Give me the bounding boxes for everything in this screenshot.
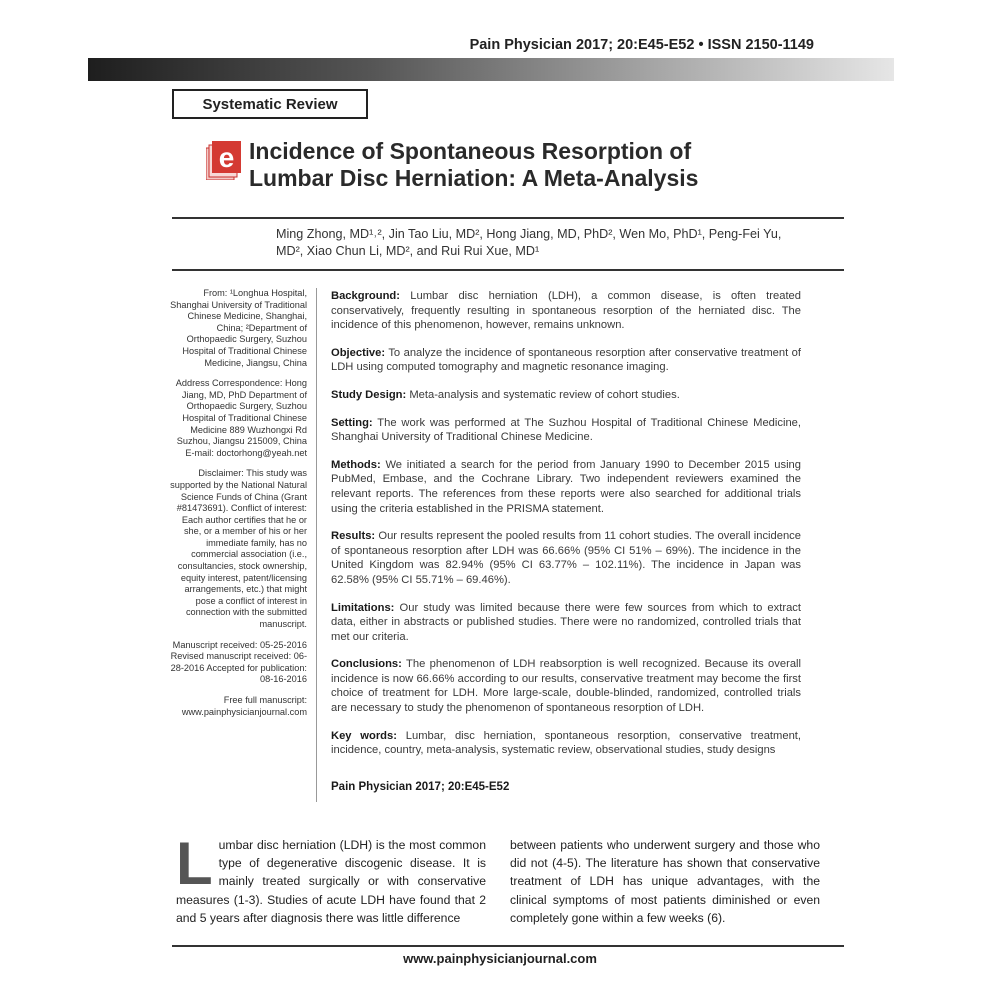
conclusions-label: Conclusions: (331, 658, 402, 671)
limitations-label: Limitations: (331, 601, 395, 614)
address-correspondence: Address Correspondence: Hong Jiang, MD, PhD Department of Orthopaedic Surgery, Suzhou Hospital of Traditional Chinese Medicine 889 Wuzhongxi Rd Suzhou, Jiangsu 215009, China E-mail: doctorhong@yeah.net (175, 378, 307, 458)
title-line-1: Incidence of Spontaneous Resorption of (249, 138, 692, 164)
title-line-2: Lumbar Disc Herniation: A Meta-Analysis (249, 165, 699, 191)
body-column-left (176, 830, 486, 927)
affiliation-from: From: ¹Longhua Hospital, Shanghai University of Traditional Chinese Medicine, Shanghai, China; ²Department of Orthopaedic Surgery, Suzhou Hospital of Traditional Chinese Medicine, Jiangsu, China (170, 288, 307, 368)
methods-label: Methods: (331, 458, 381, 471)
authors-line-1: Ming Zhong, MD¹˒², Jin Tao Liu, MD², Hong Jiang, MD, PhD², Wen Mo, PhD¹, Peng-Fei Yu, (276, 227, 782, 241)
svg-text:e: e (218, 142, 235, 173)
epub-e-icon (206, 140, 242, 180)
abstract (331, 289, 801, 771)
article-type-box (172, 89, 368, 119)
sidebar-divider (316, 288, 317, 802)
citation-line: Pain Physician 2017; 20:E45-E52 (331, 781, 510, 793)
journal-reference: Pain Physician 2017; 20:E45-E52 • ISSN 2150-1149 (469, 37, 814, 53)
title-divider (172, 217, 844, 219)
body-column-right: between patients who underwent surgery and those who did not (4-5). The literature has shown that conservative treatment of LDH has unique advantages, with the clinical symptoms of most patients diminished or even completely gone within a few weeks (6). (510, 838, 820, 925)
disclaimer-text: Disclaimer: This study was supported by the National Natural Science Funds of China (Grant #81473691). Conflict of interest: Each author certifies that he or she, or a member of his or her immediate family, has no commercial association (i.e., consultancies, stock ownership, equity interest, patent/licensing arrangements, etc.) that might pose a conflict of interest in connection with the submitted manuscript. (170, 468, 307, 630)
article-title (249, 138, 849, 192)
body-left-text: umbar disc herniation (LDH) is the most common type of degenerative discogenic disease. It is mainly treated surgically or with conservative measures (1-3). Studies of acute LDH have found that 2 and 5 years after diagnosis there was little difference (176, 838, 486, 925)
authors-divider (172, 269, 844, 271)
header-gradient-bar (88, 58, 894, 81)
abstract-keywords: Key words: Lumbar, disc herniation, spontaneous resorption, conservative treatment, incidence, country, meta-analysis, systematic review, observational studies, study designs (331, 729, 802, 757)
affiliation-sidebar (170, 288, 307, 727)
abstract-limitations: Limitations: Our study was limited because there were few sources from which to extract data, either in abstracts or published studies. There were no randomized, controlled trials that met our criteria. (331, 601, 802, 643)
abstract-objective: Objective: To analyze the incidence of spontaneous resorption after conservative treatment of LDH using computed tomography and magnetic resonance imaging. (331, 346, 801, 374)
setting-label: Setting: (331, 416, 373, 429)
article-type-label: Systematic Review (202, 95, 338, 113)
results-label: Results: (331, 530, 376, 543)
abstract-background: Background: Lumbar disc herniation (LDH), a common disease, is often treated conservatively, frequently resulting in spontaneous resorption of the herniated disc. The incidence of this phenomenon, however, remains unknown. (331, 290, 802, 332)
design-label: Study Design: (331, 388, 407, 401)
objective-label: Objective: (331, 346, 386, 359)
manuscript-dates: Manuscript received: 05-25-2016 Revised manuscript received: 06-28-2016 Accepted for publication: 08-16-2016 (170, 639, 307, 685)
keywords-label: Key words: (331, 729, 397, 742)
author-list (276, 226, 796, 260)
footer-url: www.painphysicianjournal.com (403, 951, 597, 966)
abstract-study-design: Study Design: Meta-analysis and systematic review of cohort studies. (331, 388, 680, 401)
background-label: Background: (331, 290, 400, 302)
drop-cap: L (176, 830, 213, 897)
free-manuscript-note: Free full manuscript: www.painphysicianjournal.com (181, 695, 307, 717)
abstract-setting: Setting: The work was performed at The Suzhou Hospital of Traditional Chinese Medicine, Shanghai University of Traditional Chinese Medicine. (331, 416, 802, 444)
abstract-results: Results: Our results represent the pooled results from 11 cohort studies. The overall incidence of spontaneous resorption after LDH was 66.66% (95% CI 51% – 69%). The incidence in the United Kingdom was 82.94% (95% CI 63.77% – 102.11%). The incidence in Japan was 62.58% (95% CI 55.71% – 69.46%). (331, 530, 801, 586)
abstract-conclusions: Conclusions: The phenomenon of LDH reabsorption is well recognized. Because its overall incidence is now 66.66% according to our results, conservative treatment may become the first choice of treatment for LDH. More large-scale, double-blinded, randomized, controlled trials are necessary to study the phenomenon of spontaneous resorption of LDH. (331, 658, 802, 715)
footer-divider (172, 945, 844, 947)
authors-line-2: MD², Xiao Chun Li, MD², and Rui Rui Xue, MD¹ (276, 244, 540, 258)
abstract-methods: Methods: We initiated a search for the period from January 1990 to December 2015 using PubMed, Embase, and the Cochrane Library. Two independent reviewers examined the relevant reports. The references from these reports were also searched for additional trials using the criteria established in the PRISMA statement. (331, 458, 802, 515)
